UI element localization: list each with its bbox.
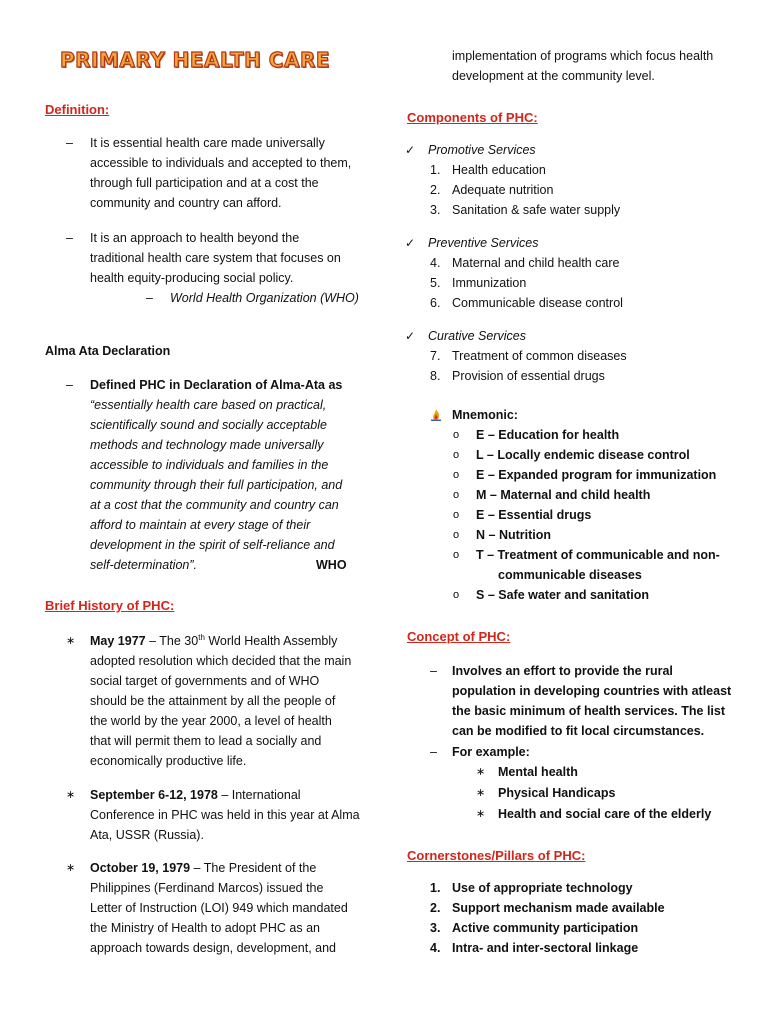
circle-bullet-icon: o — [453, 509, 460, 521]
definition-line: It is essential health care made universally — [90, 136, 325, 150]
pillar-item: Active community participation — [452, 921, 639, 935]
history-text: – The 30 — [149, 634, 199, 648]
dash-marker: – — [430, 664, 437, 678]
history-line: the world by the year 2000, a level of health — [90, 714, 332, 728]
mnemonic-item: L – Locally endemic disease control — [476, 448, 690, 462]
alma-ata-quote-line: self-determination”. — [90, 558, 197, 572]
dash-marker: – — [146, 291, 153, 305]
list-number: 4. — [430, 256, 441, 270]
list-number: 7. — [430, 349, 441, 363]
history-line: adopted resolution which decided that the main — [90, 654, 352, 668]
mnemonic-item: N – Nutrition — [476, 528, 552, 542]
component-item: Maternal and child health care — [452, 256, 620, 270]
history-date: September 6-12, 1978 — [90, 788, 218, 802]
mnemonic-text: Education for health — [498, 428, 620, 442]
alma-ata-quote-line: at a cost that the community and country can — [90, 498, 339, 512]
check-icon: ✓ — [405, 329, 416, 343]
mnemonic-item: E – Essential drugs — [476, 508, 592, 522]
list-number: 3. — [430, 203, 441, 217]
components-heading: Components of PHC: — [407, 110, 538, 125]
history-line: the Ministry of Health to adopt PHC as an — [90, 921, 320, 935]
circle-bullet-icon: o — [453, 489, 460, 501]
mnemonic-letter: N — [476, 528, 486, 542]
component-group-label: Promotive Services — [428, 143, 536, 157]
circle-bullet-icon: o — [453, 549, 460, 561]
check-icon: ✓ — [405, 143, 416, 157]
definition-line: accessible to individuals and accepted to them, — [90, 156, 352, 170]
history-line: economically productive life. — [90, 754, 247, 768]
circle-bullet-icon: o — [453, 469, 460, 481]
definition-line: community and country can afford. — [90, 196, 282, 210]
history-line: Philippines (Ferdinand Marcos) issued the — [90, 881, 324, 895]
pillar-item: Support mechanism made available — [452, 901, 665, 915]
definition-line: through full participation and at a cost the — [90, 176, 319, 190]
mnemonic-text: Nutrition — [498, 528, 552, 542]
definition-line: health equity-producing social policy. — [90, 271, 294, 285]
history-line — [90, 858, 362, 878]
mnemonic-letter: S — [476, 588, 485, 602]
history-line: approach towards design, development, and — [90, 941, 336, 955]
circle-bullet-icon: o — [453, 529, 460, 541]
dash-marker: – — [66, 136, 73, 150]
history-text: – International — [217, 788, 301, 802]
circle-bullet-icon: o — [453, 589, 460, 601]
history-line: should be the attainment by all the people of — [90, 694, 336, 708]
mnemonic-item: M – Maternal and child health — [476, 488, 651, 502]
mnemonic-letter: M — [476, 488, 487, 502]
alma-ata-quote-line: afford to maintain at every stage of their — [90, 518, 311, 532]
example-item: Health and social care of the elderly — [498, 807, 712, 821]
concept-line: Involves an effort to provide the rural — [452, 664, 673, 678]
list-number: 6. — [430, 296, 441, 310]
mnemonic-letter: E — [476, 428, 485, 442]
history-line: social target of governments and of WHO — [90, 674, 320, 688]
list-number: 8. — [430, 369, 441, 383]
component-item: Communicable disease control — [452, 296, 623, 310]
component-item: Sanitation & safe water supply — [452, 203, 621, 217]
asterisk-bullet-icon: ∗ — [476, 766, 486, 778]
mnemonic-text: Treatment of communicable and non- — [497, 548, 720, 562]
asterisk-bullet-icon: ∗ — [66, 862, 76, 874]
concept-line: can be modified to fit local circumstances. — [452, 724, 705, 738]
list-number: 5. — [430, 276, 441, 290]
pillars-heading: Cornerstones/Pillars of PHC: — [407, 848, 586, 863]
alma-ata-quote-line: “essentially health care based on practical, — [90, 398, 327, 412]
definition-attribution: World Health Organization (WHO) — [170, 291, 359, 305]
dash-marker: – — [66, 231, 73, 245]
alma-ata-lead: Defined PHC in Declaration of Alma-Ata as — [90, 378, 343, 392]
example-item: Mental health — [498, 765, 578, 779]
history-text: – The President of the — [190, 861, 317, 875]
circle-bullet-icon: o — [453, 449, 460, 461]
history-line: Ata, USSR (Russia). — [90, 828, 204, 842]
component-item: Adequate nutrition — [452, 183, 554, 197]
mnemonic-letter: E — [476, 508, 485, 522]
mnemonic-letter: T — [476, 548, 484, 562]
alma-ata-heading: Alma Ata Declaration — [45, 344, 171, 358]
list-number: 2. — [430, 901, 441, 915]
component-item: Immunization — [452, 276, 527, 290]
mnemonic-item: T – Treatment of communicable and non- — [476, 548, 720, 562]
circle-bullet-icon: o — [453, 429, 460, 441]
pillar-item: Intra- and inter-sectoral linkage — [452, 941, 639, 955]
alma-ata-quote-line: development in the spirit of self-reliance and — [90, 538, 335, 552]
history-line — [90, 631, 362, 651]
history-line: Conference in PHC was held in this year at Alma — [90, 808, 360, 822]
example-item: Physical Handicaps — [498, 786, 616, 800]
continuation-line: implementation of programs which focus health — [452, 49, 714, 63]
example-label: For example: — [452, 745, 530, 759]
concept-line: population in developing countries with atleast — [452, 684, 732, 698]
concept-line: the basic minimum of health services. The list — [452, 704, 725, 718]
mnemonic-text: Essential drugs — [498, 508, 592, 522]
component-group-label: Curative Services — [428, 329, 526, 343]
alma-ata-quote-line: accessible to individuals and families in the — [90, 458, 329, 472]
definition-line: traditional health care system that focuses on — [90, 251, 341, 265]
mnemonic-item: S – Safe water and sanitation — [476, 588, 649, 602]
mnemonic-item: E – Expanded program for immunization — [476, 468, 717, 482]
ordinal-suffix: th — [198, 632, 205, 642]
definition-line: It is an approach to health beyond the — [90, 231, 300, 245]
mnemonic-text: Locally endemic disease control — [497, 448, 690, 462]
component-group-label: Preventive Services — [428, 236, 539, 250]
mnemonic-text: Maternal and child health — [500, 488, 651, 502]
asterisk-bullet-icon: ∗ — [66, 789, 76, 801]
history-text: World Health Assembly — [204, 634, 338, 648]
asterisk-bullet-icon: ∗ — [66, 635, 76, 647]
asterisk-bullet-icon: ∗ — [476, 808, 486, 820]
definition-heading: Definition: — [45, 102, 110, 117]
history-date: May 1977 — [90, 634, 146, 648]
history-line — [90, 785, 362, 805]
component-item: Treatment of common diseases — [452, 349, 627, 363]
list-number: 4. — [430, 941, 441, 955]
mnemonic-letter: E — [476, 468, 485, 482]
mnemonic-letter: L — [476, 448, 484, 462]
mnemonic-text: Safe water and sanitation — [498, 588, 649, 602]
mnemonic-item-wrap: communicable diseases — [498, 568, 642, 582]
list-number: 1. — [430, 163, 441, 177]
list-number: 3. — [430, 921, 441, 935]
component-item: Provision of essential drugs — [452, 369, 605, 383]
page-title: PRIMARY HEALTH CARE — [60, 48, 331, 72]
mnemonic-text: Expanded program for immunization — [498, 468, 717, 482]
alma-ata-source: WHO — [316, 558, 347, 572]
asterisk-bullet-icon: ∗ — [476, 787, 486, 799]
history-heading: Brief History of PHC: — [45, 598, 175, 613]
history-line: Letter of Instruction (LOI) 949 which mandated — [90, 901, 348, 915]
flame-icon — [430, 409, 442, 421]
alma-ata-quote-line: methods and technology made universally — [90, 438, 324, 452]
check-icon: ✓ — [405, 236, 416, 250]
mnemonic-label: Mnemonic: — [452, 408, 518, 422]
history-date: October 19, 1979 — [90, 861, 191, 875]
list-number: 1. — [430, 881, 441, 895]
list-number: 2. — [430, 183, 441, 197]
pillar-item: Use of appropriate technology — [452, 881, 633, 895]
history-line: that will permit them to lead a socially and — [90, 734, 322, 748]
alma-ata-quote-line: community through their full participation, and — [90, 478, 343, 492]
concept-heading: Concept of PHC: — [407, 629, 511, 644]
dash-marker: – — [66, 378, 73, 392]
dash-marker: – — [430, 745, 437, 759]
alma-ata-quote-line: scientifically sound and socially acceptable — [90, 418, 327, 432]
mnemonic-item: E – Education for health — [476, 428, 620, 442]
continuation-line: development at the community level. — [452, 69, 655, 83]
component-item: Health education — [452, 163, 546, 177]
